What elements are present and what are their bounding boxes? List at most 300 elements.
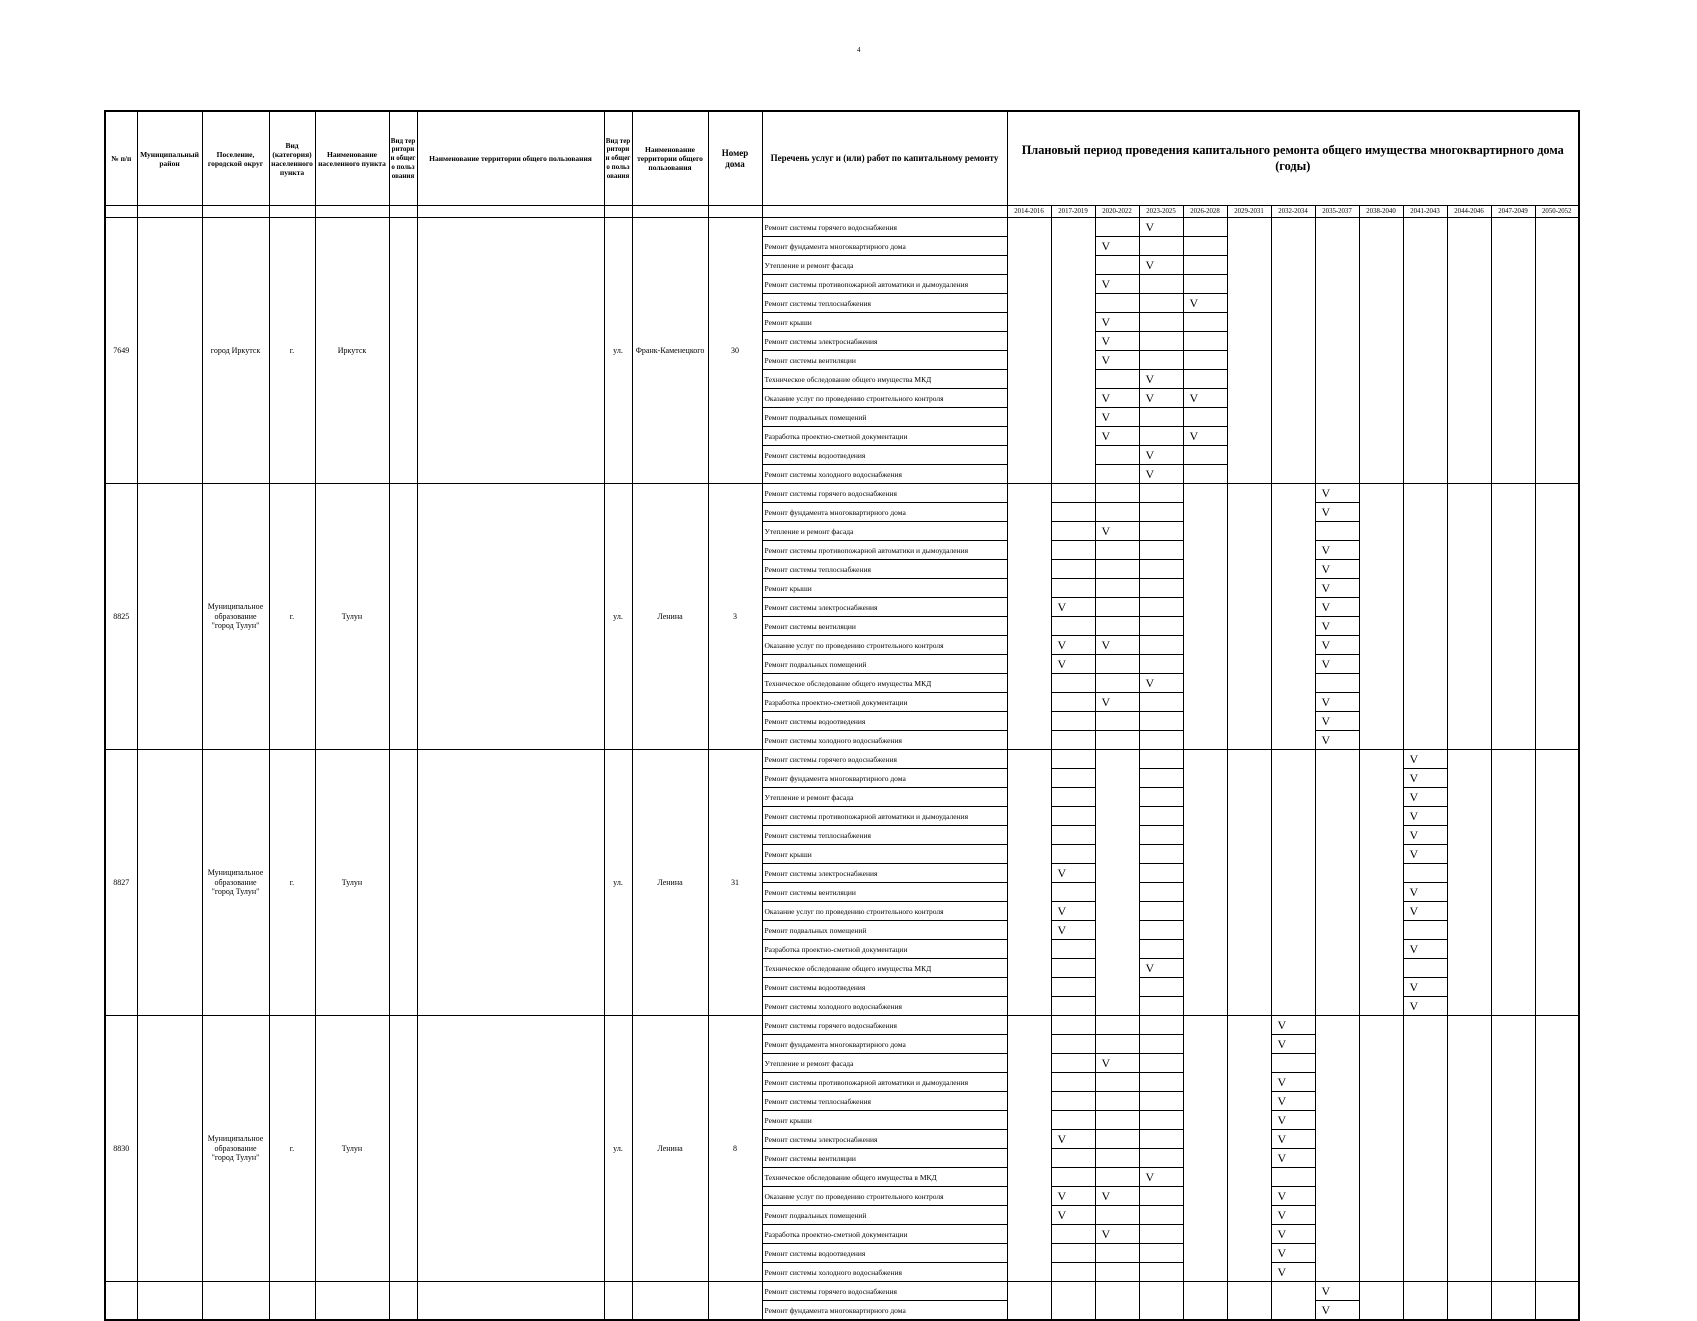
period-cell: [1535, 1130, 1579, 1149]
work-name-cell: Техническое обследование общего имущества в МКД: [762, 1168, 1007, 1187]
period-cell: [1183, 370, 1227, 389]
period-cell: [1271, 465, 1315, 484]
scheduled-mark: V: [1101, 1056, 1111, 1070]
period-cell: [1491, 1225, 1535, 1244]
work-name-cell: Оказание услуг по проведению строительного контроля: [762, 1187, 1007, 1206]
work-name-cell: Ремонт системы вентиляции: [762, 1149, 1007, 1168]
period-cell: [1535, 921, 1579, 940]
work-name-cell: Ремонт системы горячего водоснабжения: [762, 218, 1007, 237]
period-cell: [1491, 959, 1535, 978]
period-cell: [1359, 883, 1403, 902]
period-cell: [1051, 332, 1095, 351]
header-territory-name: Наименование территории общего пользования: [417, 111, 604, 206]
work-name-cell: Ремонт системы водоотведения: [762, 978, 1007, 997]
work-name-cell: Ремонт системы электроснабжения: [762, 598, 1007, 617]
period-cell: [1051, 750, 1095, 769]
scheduled-mark: V: [1101, 239, 1111, 253]
period-cell: [1095, 541, 1139, 560]
header-row: [105, 111, 1579, 206]
period-cell: [1315, 541, 1359, 560]
period-cell: [1403, 1282, 1447, 1301]
period-cell: [1007, 503, 1051, 522]
period-cell: [1447, 351, 1491, 370]
period-cell: [1227, 1054, 1271, 1073]
scheduled-mark: V: [1101, 277, 1111, 291]
period-cell: [1007, 655, 1051, 674]
street-type-cell: ул.: [604, 750, 632, 1016]
period-label: 2038-2040: [1359, 206, 1403, 218]
territory-type-cell: [389, 750, 417, 1016]
row-number-cell: 8825: [105, 484, 137, 750]
period-cell: [1271, 1282, 1315, 1301]
period-cell: [1403, 1244, 1447, 1263]
period-cell: [1183, 351, 1227, 370]
municipal-district-cell: [137, 218, 202, 484]
period-cell: [1095, 1016, 1139, 1035]
period-cell: [1491, 1206, 1535, 1225]
period-cell: [1447, 332, 1491, 351]
period-cell: [1271, 1263, 1315, 1282]
year-row-blank-cell: [315, 206, 389, 218]
period-cell: [1051, 902, 1095, 921]
period-cell: [1447, 1149, 1491, 1168]
period-cell: [1535, 655, 1579, 674]
period-cell: [1227, 1092, 1271, 1111]
period-cell: [1403, 617, 1447, 636]
period-cell: [1271, 541, 1315, 560]
period-cell: [1535, 541, 1579, 560]
period-cell: [1227, 940, 1271, 959]
period-cell: [1447, 1073, 1491, 1092]
period-cell: [1535, 788, 1579, 807]
period-cell: [1183, 465, 1227, 484]
period-cell: [1007, 351, 1051, 370]
scheduled-mark: V: [1321, 486, 1331, 500]
period-cell: [1183, 579, 1227, 598]
period-cell: [1007, 617, 1051, 636]
period-cell: [1095, 294, 1139, 313]
period-label: 2044-2046: [1447, 206, 1491, 218]
scheduled-mark: V: [1145, 258, 1155, 272]
period-cell: [1007, 693, 1051, 712]
period-cell: [1535, 351, 1579, 370]
locality-type-cell: г.: [269, 484, 315, 750]
period-cell: [1491, 1111, 1535, 1130]
period-cell: [1535, 237, 1579, 256]
period-cell: [1183, 845, 1227, 864]
period-cell: [1359, 997, 1403, 1016]
period-cell: [1051, 978, 1095, 997]
period-cell: [1315, 940, 1359, 959]
period-cell: [1139, 883, 1183, 902]
period-cell: [1535, 522, 1579, 541]
period-cell: [1447, 389, 1491, 408]
period-cell: [1271, 503, 1315, 522]
period-cell: [1359, 408, 1403, 427]
period-cell: [1535, 294, 1579, 313]
period-cell: [1095, 997, 1139, 1016]
work-name-cell: Ремонт системы вентиляции: [762, 883, 1007, 902]
period-cell: [1535, 370, 1579, 389]
header-street-name: Наименование территории общего пользования: [632, 111, 708, 206]
period-cell: [1315, 997, 1359, 1016]
period-cell: [1139, 1111, 1183, 1130]
period-cell: [1095, 313, 1139, 332]
period-cell: [1359, 503, 1403, 522]
period-cell: [1051, 446, 1095, 465]
period-cell: [1491, 845, 1535, 864]
period-cell: [1183, 1092, 1227, 1111]
period-cell: [1359, 1282, 1403, 1301]
period-cell: [1095, 275, 1139, 294]
period-cell: [1139, 617, 1183, 636]
period-cell: [1095, 389, 1139, 408]
period-cell: [1271, 655, 1315, 674]
territory-name-cell: [417, 218, 604, 484]
period-cell: [1359, 351, 1403, 370]
period-cell: [1227, 484, 1271, 503]
period-cell: [1007, 940, 1051, 959]
period-cell: [1315, 712, 1359, 731]
period-cell: [1051, 883, 1095, 902]
period-cell: [1315, 1244, 1359, 1263]
period-cell: [1007, 1206, 1051, 1225]
period-cell: [1447, 883, 1491, 902]
period-cell: [1051, 617, 1095, 636]
period-cell: [1183, 218, 1227, 237]
period-cell: [1447, 902, 1491, 921]
period-cell: [1271, 446, 1315, 465]
period-cell: [1315, 256, 1359, 275]
period-cell: [1359, 256, 1403, 275]
period-cell: [1491, 256, 1535, 275]
period-cell: [1447, 750, 1491, 769]
period-cell: [1095, 712, 1139, 731]
period-cell: [1535, 674, 1579, 693]
period-cell: [1447, 1016, 1491, 1035]
period-cell: [1051, 1111, 1095, 1130]
period-cell: [1183, 864, 1227, 883]
period-cell: [1403, 1149, 1447, 1168]
period-cell: [1051, 560, 1095, 579]
period-cell: [1227, 503, 1271, 522]
period-cell: [1095, 256, 1139, 275]
period-cell: [1491, 1282, 1535, 1301]
street-type-cell: ул.: [604, 1016, 632, 1282]
period-cell: [1227, 712, 1271, 731]
period-cell: [1535, 275, 1579, 294]
period-cell: [1051, 712, 1095, 731]
period-cell: [1315, 1206, 1359, 1225]
period-cell: [1271, 1168, 1315, 1187]
period-cell: [1139, 731, 1183, 750]
period-cell: [1315, 750, 1359, 769]
header-street-type: Вид территории общего пользования: [604, 111, 632, 206]
scheduled-mark: V: [1057, 904, 1067, 918]
period-cell: [1095, 1282, 1139, 1301]
period-cell: [1359, 465, 1403, 484]
period-cell: [1491, 807, 1535, 826]
period-cell: [1359, 294, 1403, 313]
period-cell: [1403, 788, 1447, 807]
period-cell: [1491, 1244, 1535, 1263]
period-cell: [1227, 1016, 1271, 1035]
period-cell: [1535, 731, 1579, 750]
period-cell: [1095, 750, 1139, 769]
period-cell: [1051, 294, 1095, 313]
period-cell: [1359, 275, 1403, 294]
period-cell: [1447, 560, 1491, 579]
scheduled-mark: V: [1321, 695, 1331, 709]
period-cell: [1051, 313, 1095, 332]
period-cell: [1271, 807, 1315, 826]
period-cell: [1227, 446, 1271, 465]
house-number-cell: 31: [708, 750, 762, 1016]
period-cell: [1271, 218, 1315, 237]
table-row: [105, 484, 1579, 503]
period-cell: [1095, 978, 1139, 997]
period-cell: [1139, 541, 1183, 560]
period-cell: [1315, 1168, 1359, 1187]
period-cell: [1359, 1168, 1403, 1187]
period-cell: [1359, 313, 1403, 332]
period-cell: [1315, 598, 1359, 617]
period-cell: [1183, 446, 1227, 465]
period-cell: [1535, 256, 1579, 275]
period-cell: [1535, 883, 1579, 902]
period-cell: [1271, 598, 1315, 617]
period-cell: [1491, 997, 1535, 1016]
period-cell: [1271, 693, 1315, 712]
period-cell: [1271, 978, 1315, 997]
scheduled-mark: V: [1277, 1132, 1287, 1146]
period-cell: [1095, 522, 1139, 541]
period-cell: [1315, 1149, 1359, 1168]
scheduled-mark: V: [1189, 296, 1199, 310]
period-cell: [1315, 921, 1359, 940]
period-cell: [1227, 541, 1271, 560]
scheduled-mark: V: [1321, 505, 1331, 519]
scheduled-mark: V: [1189, 429, 1199, 443]
period-cell: [1139, 427, 1183, 446]
period-cell: [1359, 218, 1403, 237]
scheduled-mark: V: [1277, 1227, 1287, 1241]
period-cell: [1403, 921, 1447, 940]
period-cell: [1183, 731, 1227, 750]
period-cell: [1403, 655, 1447, 674]
period-cell: [1535, 959, 1579, 978]
period-cell: [1007, 1016, 1051, 1035]
period-cell: [1227, 351, 1271, 370]
period-cell: [1007, 864, 1051, 883]
period-cell: [1095, 1054, 1139, 1073]
period-cell: [1271, 351, 1315, 370]
period-cell: [1227, 1130, 1271, 1149]
work-name-cell: Ремонт системы электроснабжения: [762, 1130, 1007, 1149]
period-cell: [1007, 769, 1051, 788]
period-cell: [1315, 617, 1359, 636]
period-cell: [1227, 256, 1271, 275]
period-cell: [1359, 1263, 1403, 1282]
house-number-cell: 8: [708, 1016, 762, 1282]
period-cell: [1183, 408, 1227, 427]
period-cell: [1403, 370, 1447, 389]
period-cell: [1535, 826, 1579, 845]
period-cell: [1095, 1073, 1139, 1092]
period-cell: [1139, 389, 1183, 408]
period-cell: [1227, 332, 1271, 351]
period-cell: [1095, 1263, 1139, 1282]
scheduled-mark: V: [1277, 1075, 1287, 1089]
period-cell: [1491, 465, 1535, 484]
period-cell: [1359, 389, 1403, 408]
locality-name-cell: Тулун: [315, 484, 389, 750]
period-cell: [1535, 1111, 1579, 1130]
period-cell: [1491, 332, 1535, 351]
period-cell: [1491, 1054, 1535, 1073]
period-cell: [1139, 465, 1183, 484]
scheduled-mark: V: [1057, 1132, 1067, 1146]
period-cell: [1051, 427, 1095, 446]
header-row-number: № п/п: [105, 111, 137, 206]
period-cell: [1007, 408, 1051, 427]
scheduled-mark: V: [1101, 695, 1111, 709]
scheduled-mark: V: [1145, 391, 1155, 405]
period-cell: [1535, 332, 1579, 351]
period-cell: [1447, 1092, 1491, 1111]
period-cell: [1535, 446, 1579, 465]
period-cell: [1051, 1225, 1095, 1244]
period-cell: [1447, 769, 1491, 788]
period-cell: [1271, 1092, 1315, 1111]
period-cell: [1447, 294, 1491, 313]
period-cell: [1051, 693, 1095, 712]
period-cell: [1447, 503, 1491, 522]
period-cell: [1359, 446, 1403, 465]
period-label: 2023-2025: [1139, 206, 1183, 218]
period-cell: [1227, 579, 1271, 598]
period-cell: [1447, 1282, 1491, 1301]
period-cell: [1403, 1168, 1447, 1187]
period-cell: [1315, 1073, 1359, 1092]
period-cell: [1183, 275, 1227, 294]
period-cell: [1007, 1149, 1051, 1168]
period-cell: [1315, 807, 1359, 826]
period-cell: [1007, 1092, 1051, 1111]
period-cell: [1183, 1149, 1227, 1168]
scheduled-mark: V: [1409, 790, 1419, 804]
period-cell: [1491, 446, 1535, 465]
period-cell: [1403, 902, 1447, 921]
period-label: 2020-2022: [1095, 206, 1139, 218]
locality-type-cell: [269, 1282, 315, 1321]
period-cell: [1139, 313, 1183, 332]
scheduled-mark: V: [1321, 543, 1331, 557]
period-cell: [1227, 1073, 1271, 1092]
period-cell: [1403, 1206, 1447, 1225]
period-cell: [1491, 484, 1535, 503]
period-cell: [1359, 750, 1403, 769]
work-name-cell: Ремонт подвальных помещений: [762, 921, 1007, 940]
locality-name-cell: [315, 1282, 389, 1321]
period-cell: [1007, 484, 1051, 503]
year-row-blank-cell: [269, 206, 315, 218]
period-cell: [1139, 446, 1183, 465]
header-works-list: Перечень услуг и (или) работ по капитальному ремонту: [762, 111, 1007, 206]
period-cell: [1139, 218, 1183, 237]
period-cell: [1315, 731, 1359, 750]
work-name-cell: Ремонт системы водоотведения: [762, 712, 1007, 731]
period-cell: [1095, 807, 1139, 826]
period-cell: [1271, 1073, 1315, 1092]
period-cell: [1359, 1111, 1403, 1130]
period-cell: [1139, 655, 1183, 674]
period-cell: [1403, 769, 1447, 788]
period-cell: [1447, 1301, 1491, 1321]
period-cell: [1227, 769, 1271, 788]
period-cell: [1227, 294, 1271, 313]
period-cell: [1491, 674, 1535, 693]
period-cell: [1227, 598, 1271, 617]
period-cell: [1491, 503, 1535, 522]
period-cell: [1139, 1282, 1183, 1301]
work-name-cell: Ремонт системы водоотведения: [762, 446, 1007, 465]
street-name-cell: Ленина: [632, 750, 708, 1016]
period-cell: [1403, 1073, 1447, 1092]
period-cell: [1183, 883, 1227, 902]
work-name-cell: Техническое обследование общего имущества МКД: [762, 959, 1007, 978]
period-cell: [1491, 1149, 1535, 1168]
period-cell: [1535, 1035, 1579, 1054]
period-cell: [1051, 484, 1095, 503]
territory-type-cell: [389, 484, 417, 750]
period-cell: [1491, 427, 1535, 446]
street-type-cell: ул.: [604, 484, 632, 750]
work-name-cell: Ремонт системы горячего водоснабжения: [762, 1016, 1007, 1035]
period-cell: [1139, 370, 1183, 389]
period-cell: [1535, 1073, 1579, 1092]
scheduled-mark: V: [1277, 1189, 1287, 1203]
period-cell: [1403, 1054, 1447, 1073]
period-cell: [1403, 712, 1447, 731]
municipal-district-cell: [137, 1282, 202, 1321]
period-cell: [1403, 579, 1447, 598]
scheduled-mark: V: [1409, 847, 1419, 861]
work-name-cell: Ремонт фундамента многоквартирного дома: [762, 769, 1007, 788]
period-cell: [1139, 1168, 1183, 1187]
period-cell: [1403, 693, 1447, 712]
period-cell: [1227, 1244, 1271, 1263]
period-cell: [1095, 408, 1139, 427]
period-cell: [1183, 769, 1227, 788]
work-name-cell: Ремонт системы горячего водоснабжения: [762, 484, 1007, 503]
period-cell: [1051, 256, 1095, 275]
period-cell: [1535, 465, 1579, 484]
scheduled-mark: V: [1145, 220, 1155, 234]
period-cell: [1139, 826, 1183, 845]
period-cell: [1183, 807, 1227, 826]
period-cell: [1139, 522, 1183, 541]
period-cell: [1095, 351, 1139, 370]
period-cell: [1359, 484, 1403, 503]
period-cell: [1359, 1244, 1403, 1263]
period-cell: [1007, 427, 1051, 446]
period-cell: [1315, 1301, 1359, 1321]
work-name-cell: Оказание услуг по проведению строительного контроля: [762, 902, 1007, 921]
period-cell: [1051, 921, 1095, 940]
period-cell: [1447, 370, 1491, 389]
period-cell: [1007, 275, 1051, 294]
